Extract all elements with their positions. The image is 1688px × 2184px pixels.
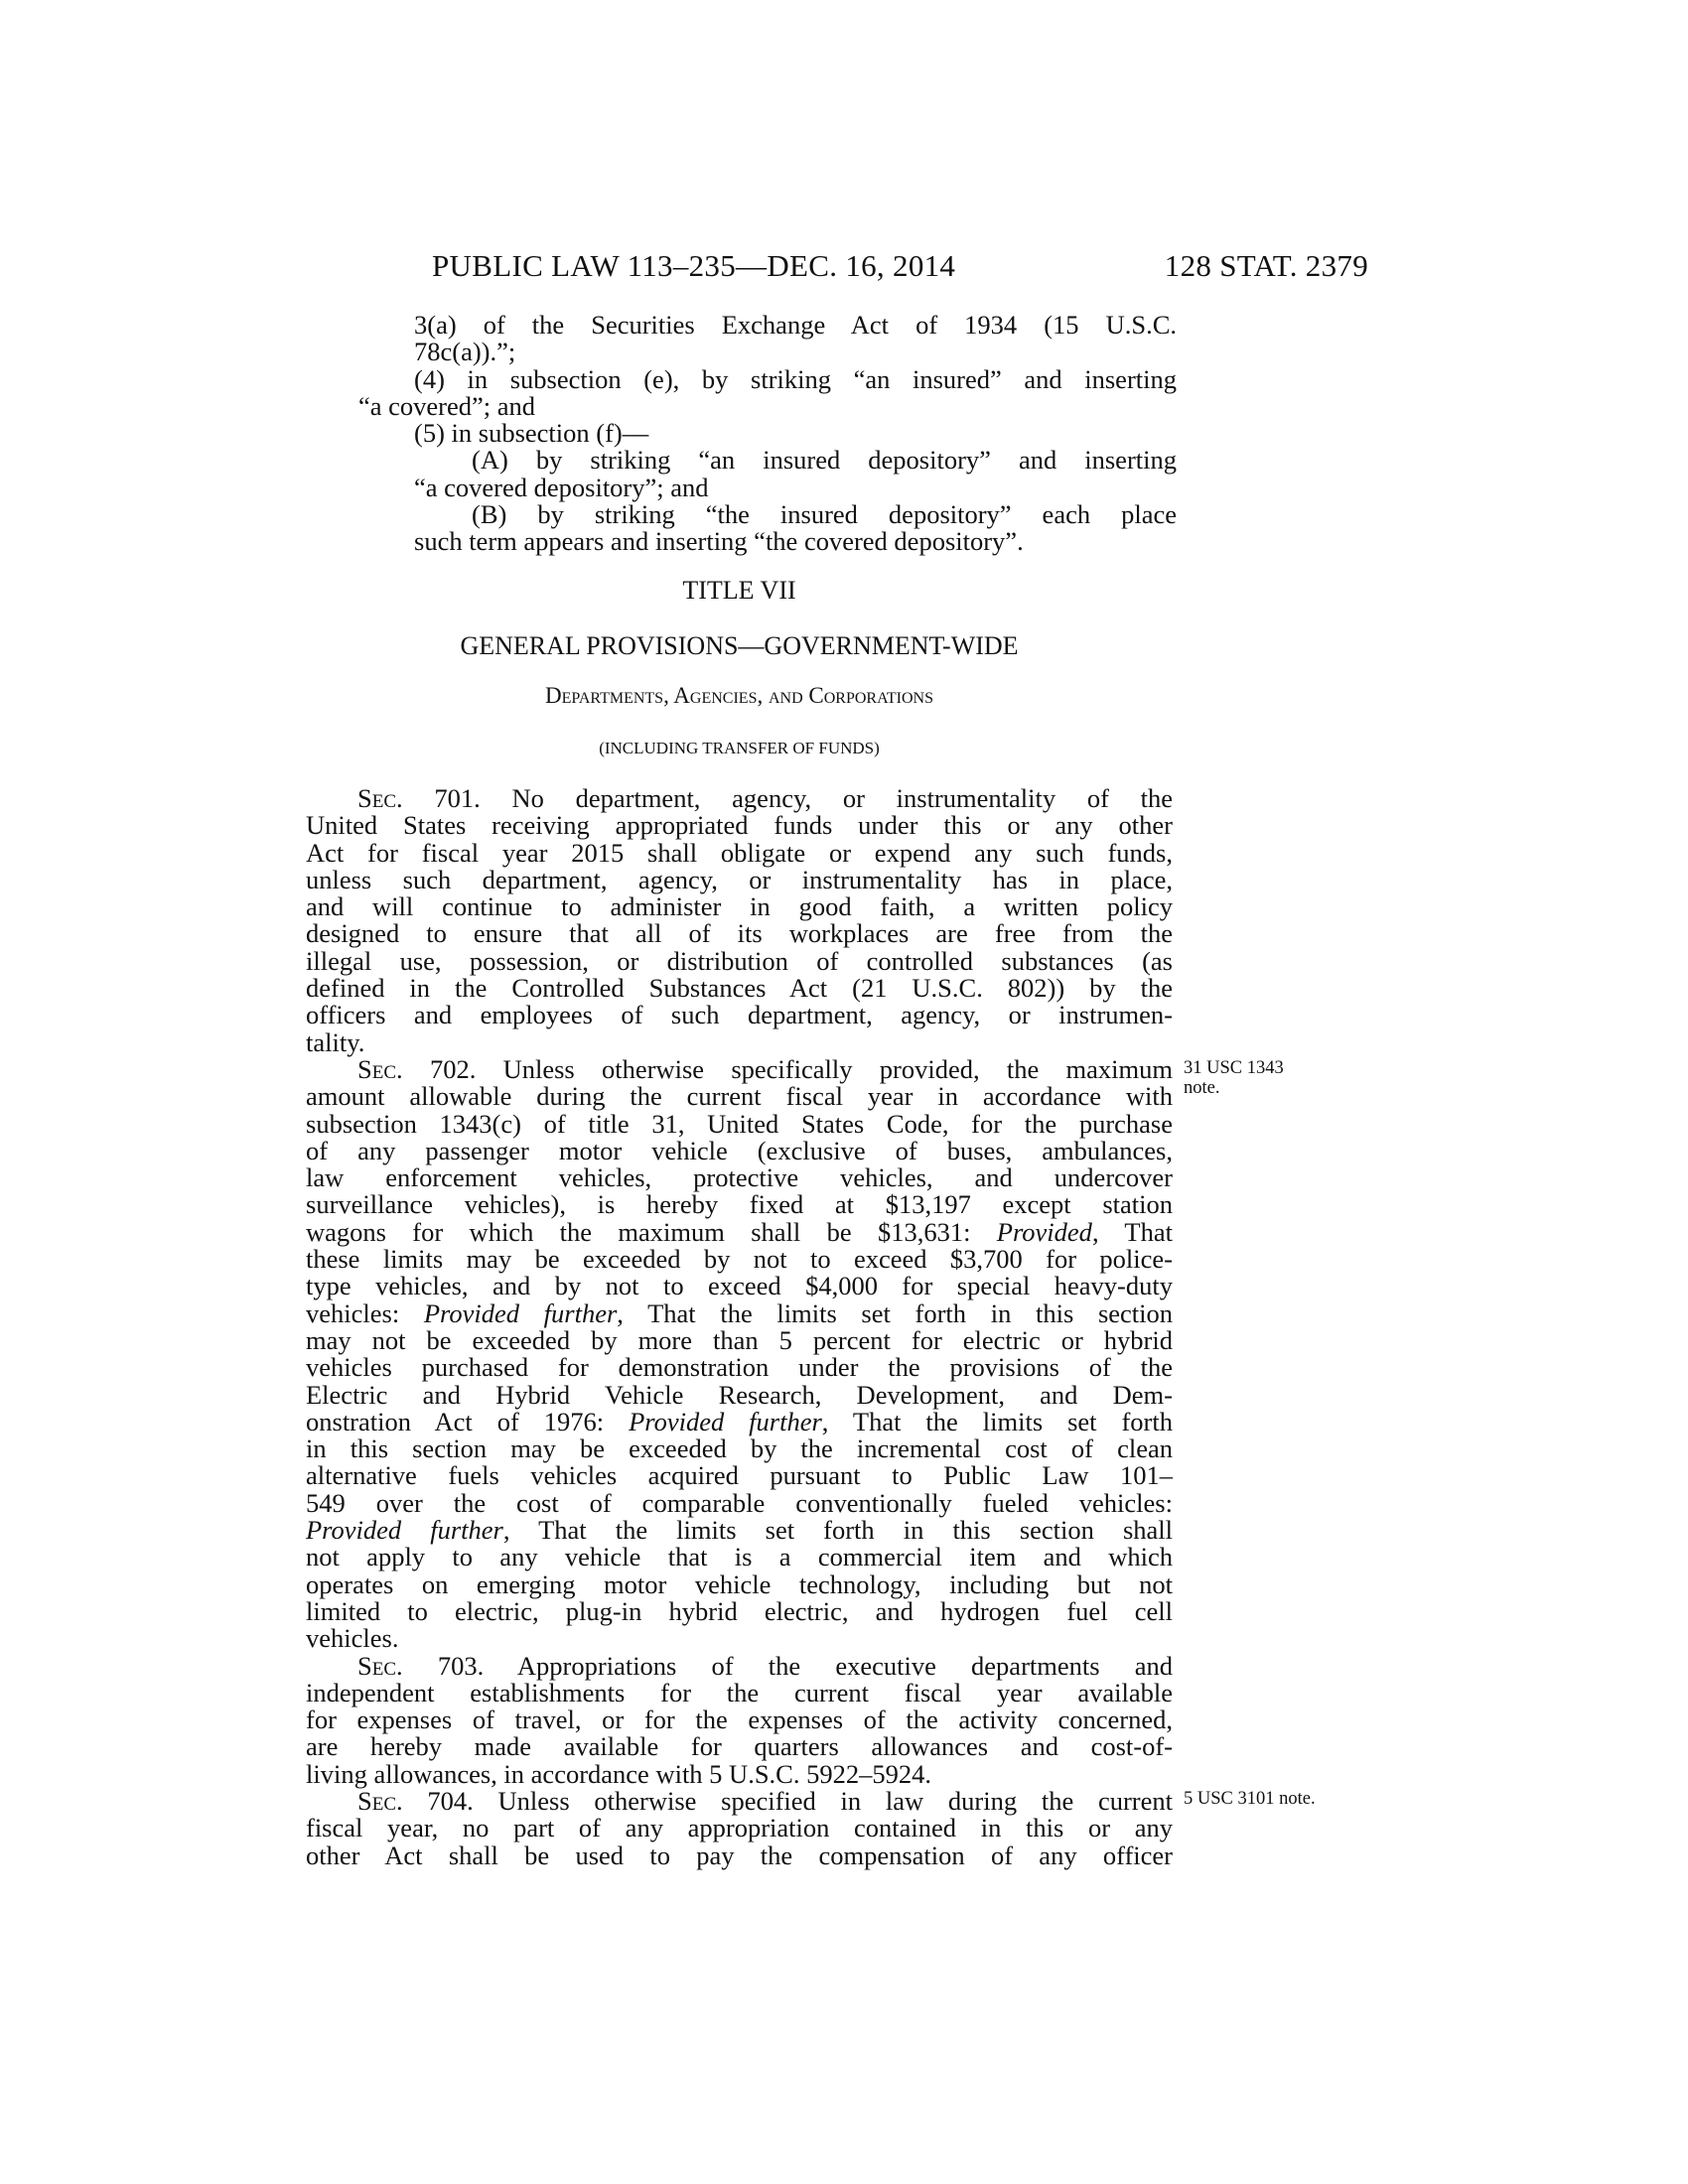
- text-line: Electric and Hybrid Vehicle Research, Development, and Dem-: [306, 1379, 1173, 1410]
- text-line: 78c(a)).”;: [414, 337, 516, 367]
- text-line: fiscal year, no part of any appropriation contained in this or any: [306, 1813, 1173, 1843]
- margin-note-31-usc-1343: 31 USC 1343 note.: [1184, 1058, 1284, 1098]
- section-label: Sec.: [357, 1785, 403, 1816]
- running-header-law: PUBLIC LAW 113–235—DEC. 16, 2014: [432, 248, 956, 283]
- text-line: such term appears and inserting “the covered depository”.: [414, 526, 1024, 557]
- text-line: [357, 1053, 1173, 1084]
- departments-heading: Departments, Agencies, and Corporations: [545, 683, 933, 708]
- text-line: law enforcement vehicles, protective vehicles, and undercover: [306, 1162, 1173, 1193]
- text-line: (B) by striking “the insured depository” each place: [472, 499, 1177, 530]
- amendment-text: [0, 312, 1688, 556]
- text-line: [306, 1517, 1173, 1544]
- text-line: are hereby made available for quarters allowances and cost-of-: [306, 1731, 1173, 1762]
- text-line: type vehicles, and by not to exceed $4,000 for special heavy-duty: [306, 1271, 1173, 1301]
- text-line: [306, 1406, 1173, 1436]
- text-line: living allowances, in accordance with 5 U.S.C. 5922–5924.: [306, 1758, 931, 1789]
- paragraph: [0, 785, 1688, 1056]
- text-line: not apply to any vehicle that is a commercial item and which: [306, 1542, 1173, 1572]
- text-line: in this section may be exceeded by the incremental cost of clean: [306, 1433, 1173, 1464]
- text-segment: vehicles:: [306, 1297, 424, 1328]
- text-line: and will continue to administer in good faith, a written policy: [306, 891, 1173, 922]
- text-line: subsection 1343(c) of title 31, United States Code, for the purchase: [306, 1108, 1173, 1139]
- title-heading: TITLE VII: [682, 576, 796, 605]
- text-segment: 702. Unless otherwise specifically provided, the maximum: [402, 1053, 1173, 1084]
- text-line: unless such department, agency, or instrumentality has in place,: [306, 864, 1173, 894]
- text-line: defined in the Controlled Substances Act (21 U.S.C. 802)) by the: [306, 973, 1173, 1004]
- text-line: alternative fuels vehicles acquired pursuant to Public Law 101–: [306, 1460, 1173, 1491]
- section-label: Sec.: [357, 783, 403, 813]
- text-line: amount allowable during the current fiscal year in accordance with: [306, 1081, 1173, 1112]
- italic-proviso: Provided further: [629, 1406, 822, 1436]
- text-line: (4) in subsection (e), by striking “an insured” and inserting: [414, 363, 1177, 394]
- text-line: “a covered”; and: [358, 390, 536, 421]
- paragraph: [0, 1785, 1688, 1870]
- text-segment: 703. Appropriations of the executive departments and: [402, 1650, 1173, 1681]
- text-line: illegal use, possession, or distribution of controlled substances (as: [306, 945, 1173, 976]
- text-line: 549 over the cost of comparable conventionally fueled vehicles:: [306, 1487, 1173, 1518]
- paragraph: [0, 447, 1688, 501]
- section-label: Sec.: [357, 1650, 403, 1681]
- text-segment: , That the limits set forth in this section shall: [502, 1515, 1174, 1546]
- transfer-of-funds-heading: (INCLUDING TRANSFER OF FUNDS): [599, 739, 880, 757]
- text-line: designed to ensure that all of its workplaces are free from the: [306, 918, 1173, 949]
- margin-note-5-usc-3101: 5 USC 3101 note.: [1184, 1789, 1316, 1809]
- text-line: independent establishments for the current fiscal year available: [306, 1677, 1173, 1707]
- text-line: 3(a) of the Securities Exchange Act of 1934 (15 U.S.C.: [414, 310, 1177, 340]
- text-line: United States receiving appropriated funds under this or any other: [306, 810, 1173, 841]
- section-label: Sec.: [357, 1053, 403, 1084]
- sections-text: [0, 785, 1688, 1869]
- italic-proviso: Provided: [996, 1216, 1092, 1247]
- text-line: surveillance vehicles), is hereby fixed at $13,197 except station: [306, 1189, 1173, 1220]
- text-line: of any passenger motor vehicle (exclusive of buses, ambulances,: [306, 1135, 1173, 1165]
- paragraph: [0, 363, 1688, 421]
- text-line: may not be exceeded by more than 5 percent for electric or hybrid: [306, 1324, 1173, 1355]
- text-segment: , That: [1091, 1216, 1173, 1247]
- paragraph: [0, 1053, 1688, 1654]
- text-line: vehicles.: [306, 1623, 399, 1654]
- text-segment: wagons for which the maximum shall be $13,631:: [306, 1216, 997, 1247]
- text-line: officers and employees of such department, agency, or instrumen-: [306, 1000, 1173, 1030]
- text-line: limited to electric, plug-in hybrid electric, and hydrogen fuel cell: [306, 1595, 1173, 1626]
- paragraph: [0, 312, 1688, 366]
- text-segment: , That the limits set forth in this section: [617, 1297, 1174, 1328]
- text-line: vehicles purchased for demonstration under the provisions of the: [306, 1352, 1173, 1383]
- paragraph: [0, 420, 1688, 447]
- text-line: [357, 785, 1173, 812]
- text-line: [357, 1650, 1173, 1681]
- text-line: (5) in subsection (f)—: [414, 418, 649, 449]
- text-line: Act for fiscal year 2015 shall obligate or expend any such funds,: [306, 837, 1173, 868]
- running-header-stat-page: 128 STAT. 2379: [1164, 248, 1368, 283]
- paragraph: [0, 501, 1688, 556]
- text-line: other Act shall be used to pay the compensation of any officer: [306, 1840, 1173, 1870]
- italic-proviso: Provided further: [306, 1515, 503, 1546]
- text-line: (A) by striking “an insured depository” and inserting: [472, 445, 1177, 476]
- text-line: [357, 1785, 1173, 1816]
- text-segment: onstration Act of 1976:: [306, 1406, 630, 1436]
- text-segment: 701. No department, agency, or instrumentality of the: [402, 783, 1173, 813]
- text-segment: 704. Unless otherwise specified in law during the current: [402, 1785, 1173, 1816]
- italic-proviso: Provided further: [423, 1297, 618, 1328]
- text-line: operates on emerging motor vehicle technology, including but not: [306, 1569, 1173, 1599]
- text-line: for expenses of travel, or for the expenses of the activity concerned,: [306, 1705, 1173, 1735]
- text-line: “a covered depository”; and: [414, 472, 709, 502]
- text-line: these limits may be exceeded by not to exceed $3,700 for police-: [306, 1244, 1173, 1275]
- paragraph: [0, 1650, 1688, 1789]
- text-line: tality.: [306, 1026, 365, 1057]
- text-segment: , That the limits set forth: [821, 1406, 1173, 1436]
- subtitle-heading: GENERAL PROVISIONS—GOVERNMENT-WIDE: [460, 631, 1019, 660]
- text-line: [306, 1216, 1173, 1247]
- text-line: [306, 1297, 1174, 1328]
